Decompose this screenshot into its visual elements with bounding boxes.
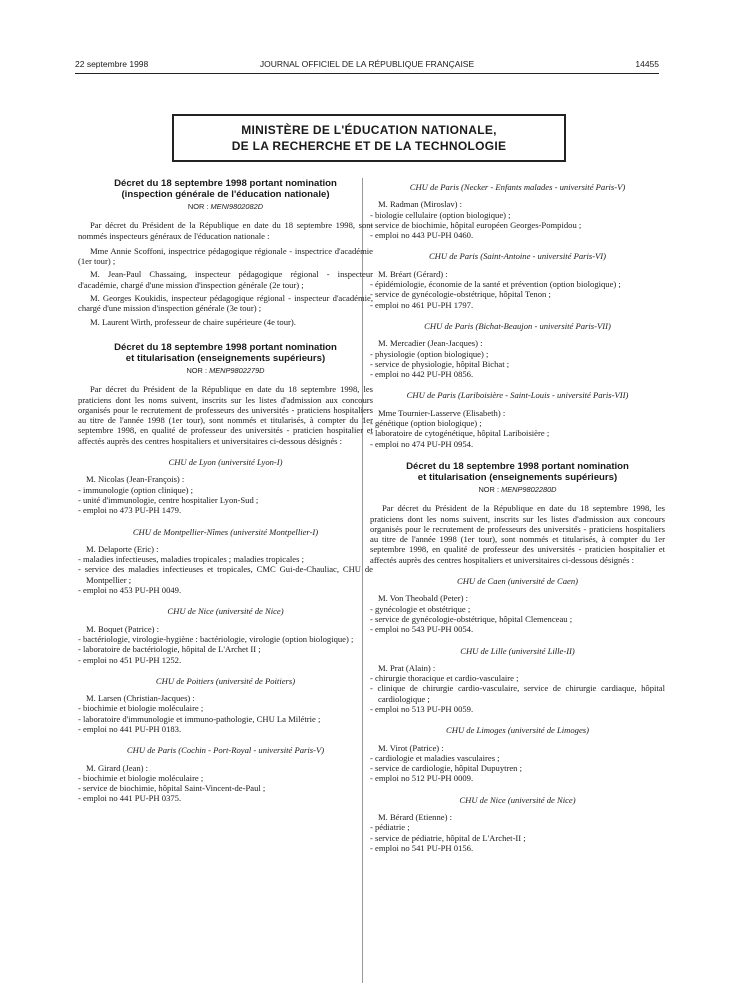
list-item: - gynécologie et obstétrique ; <box>370 603 471 614</box>
decree-1-entry: Mme Annie Scoffoni, inspectrice pédagogique régionale - inspectrice d'académie (1er tour) ; <box>78 245 373 267</box>
left-column <box>78 178 373 804</box>
list-item: - laboratoire de cytogénétique, hôpital Lariboisière ; <box>370 428 550 439</box>
nor-code: MENP9802280D <box>501 484 557 494</box>
chu-section <box>78 745 373 803</box>
decree-1-entry: M. Laurent Wirth, professeur de chaire supérieure (4e tour). <box>90 316 296 327</box>
header-date: 22 septembre 1998 <box>75 59 149 69</box>
decree-3-intro: Par décret du Président de la République en date du 18 septembre 1998, les praticiens dont les noms suivent, inscrits sur les listes d'admission aux concours organisés pour le recrutement de professeurs des universités - praticiens hospitaliers au titre de l'année 1998 (1er tour), sont nommés et titularisés, à compter du 1er septembre 1998, en qualité de professeur des universités - praticien hospitalier et affectés auprès des centres hospitaliers et universitaires ci-dessous désignés : <box>370 503 665 565</box>
list-item: - emploi no 453 PU-PH 0049. <box>78 585 182 596</box>
header-journal: JOURNAL OFFICIEL DE LA RÉPUBLIQUE FRANÇAISE <box>259 59 475 69</box>
ministry-line-1: MINISTÈRE DE L'ÉDUCATION NATIONALE, <box>241 123 497 137</box>
ministry-heading-box <box>172 114 566 162</box>
decree-3-nor <box>370 485 665 495</box>
chu-section <box>370 182 665 240</box>
chu-heading: CHU de Lille (université Lille-II) <box>460 645 575 656</box>
nor-label: NOR : <box>186 365 207 375</box>
list-item: - service de biochimie, hôpital européen Georges-Pompidou ; <box>370 219 582 230</box>
list-item: - clinique de chirurgie cardio-vasculaire, service de chirurgie cardiaque, hôpital cardiologique ; <box>370 683 665 704</box>
practitioner-name: M. Bérard (Etienne) : <box>378 812 452 823</box>
list-item: - service de pédiatrie, hôpital de L'Archet-II ; <box>370 832 526 843</box>
list-item: - bactériologie, virologie-hygiène : bactériologie, virologie (option biologique) ; <box>78 633 354 644</box>
list-item: - emploi no 512 PU-PH 0009. <box>370 773 474 784</box>
list-item: - emploi no 442 PU-PH 0856. <box>370 369 474 380</box>
decree-2-nor <box>78 366 373 376</box>
chu-heading: CHU de Paris (Cochin - Port-Royal - université Paris-V) <box>126 745 325 756</box>
list-item: - service de biochimie, hôpital Saint-Vincent-de-Paul ; <box>78 783 266 794</box>
chu-section <box>370 251 665 309</box>
practitioner-name: M. Radman (Miroslav) : <box>378 199 463 210</box>
nor-label: NOR : <box>478 484 499 494</box>
list-item: - laboratoire de bactériologie, hôpital de L'Archet II ; <box>78 644 261 655</box>
list-item: - biochimie et biologie moléculaire ; <box>78 772 204 783</box>
decree-1-nor <box>78 202 373 212</box>
practitioner-name: M. Von Theobald (Peter) : <box>378 593 468 604</box>
nor-code: MENP9802279D <box>209 365 265 375</box>
list-item: - emploi no 441 PU-PH 0183. <box>78 723 182 734</box>
decree-2 <box>78 342 373 804</box>
decree-1-entry: M. Jean-Paul Chassaing, inspecteur pédagogique régional - inspecteur d'académie, chargé d'une mission d'inspection générale (2e tour) ; <box>78 269 373 290</box>
chu-section <box>78 606 373 664</box>
chu-heading: CHU de Paris (Lariboisière - Saint-Louis - université Paris-VII) <box>406 390 629 401</box>
list-item: - service de gynécologie-obstétrique, hôpital Clemenceau ; <box>370 613 573 624</box>
decree-1 <box>78 178 373 327</box>
chu-section <box>370 321 665 379</box>
list-item: - service des maladies infectieuses et tropicales, CMC Gui-de-Chauliac, CHU de Montpellier ; <box>78 564 373 585</box>
list-item: - emploi no 543 PU-PH 0054. <box>370 624 474 635</box>
ministry-line-2: DE LA RECHERCHE ET DE LA TECHNOLOGIE <box>231 139 507 153</box>
list-item: - emploi no 513 PU-PH 0059. <box>370 703 474 714</box>
chu-section <box>370 795 665 853</box>
right-column <box>370 182 665 853</box>
chu-section <box>370 725 665 783</box>
list-item: - unité d'immunologie, centre hospitalier Lyon-Sud ; <box>78 494 259 505</box>
list-item: - emploi no 541 PU-PH 0156. <box>370 842 474 853</box>
list-item: - emploi no 474 PU-PH 0954. <box>370 438 474 449</box>
practitioner-name: M. Nicolas (Jean-François) : <box>86 474 185 485</box>
decree-1-title-line-2: (inspection générale de l'éducation nationale) <box>121 189 330 200</box>
chu-heading: CHU de Paris (Necker - Enfants malades - université Paris-V) <box>409 182 626 192</box>
list-item: - emploi no 443 PU-PH 0460. <box>370 230 474 241</box>
chu-heading: CHU de Paris (Saint-Antoine - université Paris-VI) <box>428 251 607 262</box>
practitioner-name: M. Virot (Patrice) : <box>378 742 444 753</box>
header-page-number: 14455 <box>635 59 659 69</box>
practitioner-name: M. Mercadier (Jean-Jacques) : <box>378 338 483 349</box>
practitioner-name: M. Larsen (Christian-Jacques) : <box>86 693 195 704</box>
list-item: - immunologie (option clinique) ; <box>78 484 194 495</box>
decree-1-title-line-1: Décret du 18 septembre 1998 portant nomination <box>114 178 337 189</box>
nor-label: NOR : <box>187 202 209 211</box>
page-header <box>75 57 659 74</box>
list-item: - biochimie et biologie moléculaire ; <box>78 703 204 714</box>
list-item: - maladies infectieuses, maladies tropicales ; maladies tropicales ; <box>78 554 304 565</box>
practitioner-name: Mme Tournier-Lasserve (Elisabeth) : <box>378 407 506 418</box>
list-item: - laboratoire d'immunologie et immuno-pathologie, CHU La Milétrie ; <box>78 713 321 724</box>
decree-2-title-line-1: Décret du 18 septembre 1998 portant nomination <box>114 341 337 353</box>
practitioner-name: M. Girard (Jean) : <box>86 762 149 773</box>
chu-heading: CHU de Caen (université de Caen) <box>456 576 578 587</box>
chu-heading: CHU de Nice (université de Nice) <box>459 794 576 805</box>
list-item: - service de gynécologie-obstétrique, hôpital Tenon ; <box>370 289 551 300</box>
chu-section <box>78 527 373 596</box>
chu-section <box>370 646 665 715</box>
practitioner-name: M. Prat (Alain) : <box>378 662 436 673</box>
decree-3-title-line-1: Décret du 18 septembre 1998 portant nomination <box>406 460 629 472</box>
chu-section <box>78 676 373 734</box>
chu-heading: CHU de Montpellier-Nîmes (université Montpellier-I) <box>132 526 319 537</box>
list-item: - chirurgie thoracique et cardio-vasculaire ; <box>370 673 519 684</box>
practitioner-name: M. Delaporte (Eric) : <box>86 543 159 554</box>
list-item: - service de cardiologie, hôpital Dupuytren ; <box>370 763 523 774</box>
practitioner-name: M. Bréart (Gérard) : <box>378 268 448 279</box>
list-item: - physiologie (option biologique) ; <box>370 348 489 359</box>
chu-section <box>370 576 665 634</box>
list-item: - biologie cellulaire (option biologique) ; <box>370 209 511 220</box>
chu-section <box>370 390 665 448</box>
list-item: - génétique (option biologique) ; <box>370 418 482 429</box>
chu-heading: CHU de Poitiers (université de Poitiers) <box>155 675 296 686</box>
decree-2-title-line-2: et titularisation (enseignements supérieurs) <box>125 352 326 364</box>
chu-heading: CHU de Paris (Bichat-Beaujon - université Paris-VII) <box>424 320 611 331</box>
decree-2-intro: Par décret du Président de la République en date du 18 septembre 1998, les praticiens dont les noms suivent, inscrits sur les listes d'admission aux concours organisés pour le recrutement de professeurs des universités - praticiens hospitaliers au titre de l'année 1998 (1er tour), sont nommés et titularisés, à compter du 1er septembre 1998, en qualité de professeur des universités - praticien hospitalier et affectés auprès des centres hospitaliers et universitaires ci-dessous désignés : <box>78 384 373 446</box>
decree-1-entry: M. Georges Koukidis, inspecteur pédagogique régional - inspecteur d'académie, chargé d'une mission d'inspection générale (3e tour) ; <box>78 293 373 314</box>
practitioner-name: M. Boquet (Patrice) : <box>86 623 160 634</box>
decree-1-intro: Par décret du Président de la République en date du 18 septembre 1998, sont nommés inspecteurs généraux de l'éducation nationale : <box>78 220 373 241</box>
list-item: - emploi no 451 PU-PH 1252. <box>78 654 182 665</box>
chu-heading: CHU de Nice (université de Nice) <box>167 606 284 617</box>
list-item: - épidémiologie, économie de la santé et prévention (option biologique) ; <box>370 279 621 290</box>
list-item: - emploi no 473 PU-PH 1479. <box>78 505 182 516</box>
chu-section <box>78 457 373 515</box>
chu-heading: CHU de Lyon (université Lyon-I) <box>168 457 283 468</box>
chu-heading: CHU de Limoges (université de Limoges) <box>446 725 589 736</box>
decree-3-title-line-2: et titularisation (enseignements supérieurs) <box>417 471 618 483</box>
nor-code: MENI9802082D <box>210 202 264 211</box>
list-item: - emploi no 441 PU-PH 0375. <box>78 793 182 804</box>
decree-3 <box>370 461 665 853</box>
list-item: - pédiatrie ; <box>370 822 410 833</box>
list-item: - emploi no 461 PU-PH 1797. <box>370 299 474 310</box>
list-item: - cardiologie et maladies vasculaires ; <box>370 752 500 763</box>
list-item: - service de physiologie, hôpital Bichat ; <box>370 358 510 369</box>
